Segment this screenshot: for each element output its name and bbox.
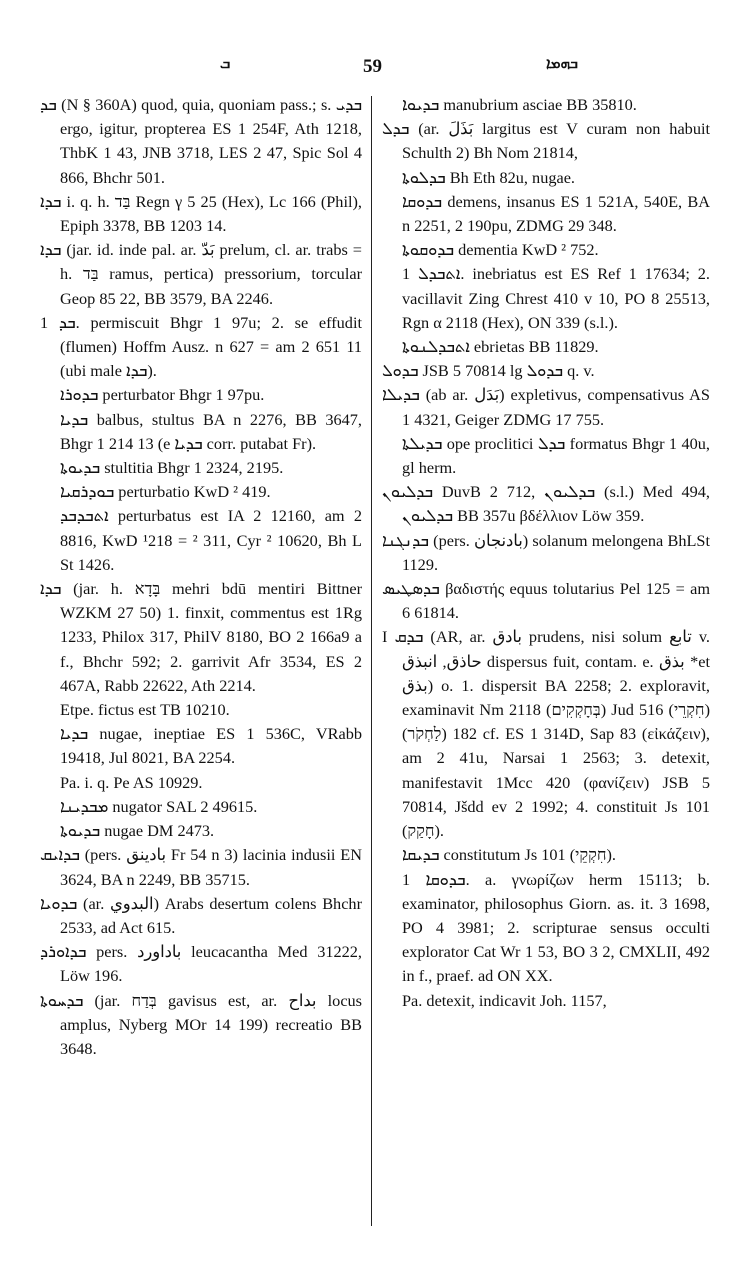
dictionary-entry: ܒܕܐܝܩ (pers. بادينق Fr 54 n 3) lacinia indusii EN 3624, BA n 2249, BB 35715. <box>40 845 362 889</box>
dictionary-entry: ܒܕܝܠܬܐ ope proclitici ܒܕܠ formatus Bhgr 1 40u, gl herm. <box>402 433 710 478</box>
page-number: 59 <box>363 56 382 77</box>
dictionary-entry: ܐܬܒܕܠ 1. inebriatus est ES Ref 1 17634; 2. vacillavit Zing Chrest 410 v 10, PO 8 25513, Rgn α 2118 (Hex), ON 339 (s.l.). <box>402 264 710 332</box>
dictionary-entry: ܡܒܕܝܢܐ nugator SAL 2 49615. <box>60 796 258 816</box>
dictionary-entry: ܒܕܣܛܝܣ βαδιστής equus tolutarius Pel 125 = am 6 61814. <box>382 579 710 623</box>
dictionary-entry: ܒܕܝܘܬܐ nugae DM 2473. <box>60 821 215 841</box>
dictionary-entry: ܒܕܝܠܐ (ab ar. بَدَل) expletivus, compensativus AS 1 4321, Geiger ZDMG 17 755. <box>382 385 710 429</box>
dictionary-entry: ܒܕܘܪܐ perturbator Bhgr 1 97pu. <box>60 385 265 405</box>
header-catchword: ܒܗܡܐ <box>546 54 578 72</box>
dictionary-entry: ܒܕܝܐ nugae, ineptiae ES 1 536C, VRabb 19418, Jul 8021, BA 2254. <box>60 724 362 768</box>
dictionary-entry: ܐܬܒܕܠܢܘܬܐ ebrietas BB 11829. <box>402 337 599 357</box>
dictionary-entry: ܒܕܐ i. q. h. בַּד Regn γ 5 25 (Hex), Lc 166 (Phil), Epiph 3378, BB 1203 14. <box>40 191 362 236</box>
dictionary-entry: ܐܬܒܕܒܕ perturbatus est IA 2 12160, am 2 8816, KwD ¹218 = ² 311, Cyr ² 10620, Bh L St 1426. <box>60 506 362 574</box>
dictionary-entry: Pa. detexit, indicavit Joh. 1157, <box>402 990 607 1010</box>
dictionary-entry: Pa. i. q. Pe AS 10929. <box>60 772 203 792</box>
dictionary-entry: ܒܕܝܩܐ constitutum Js 101 (חִקְקֵי). <box>402 845 616 865</box>
dictionary-entry: ܒܕܘܝܐ (ar. البدوي) Arabs desertum colens Bhchr 2533, ad Act 615. <box>40 893 362 937</box>
dictionary-entry: ܒܕܘܩܐ demens, insanus ES 1 521A, 540E, BA n 2251, 2 190pu, ZDMG 29 348. <box>402 191 710 236</box>
dictionary-entry: ܒܕܝܘܬܐ stultitia Bhgr 1 2324, 2195. <box>60 458 284 478</box>
right-column <box>382 93 710 1013</box>
dictionary-entry: ܒܕܢܓܢܐ (pers. بادنجان) solanum melongena BhLSt 1129. <box>382 530 710 574</box>
dictionary-entry: ܒܕܐܘܪܕ pers. باداورد leucacantha Med 31222, Löw 196. <box>40 942 363 986</box>
left-column <box>40 93 362 1061</box>
dictionary-entry: ܒܕܘܩܐ 1. a. γνωρίζων herm 15113; b. examinator, philosophus Giorn. as. it. 3 1698, PO 4 3981; 2. scripturae sensus occulti explorator Cat Wr 1 53, BO 3 2, CMXLII, 492 in f., praef. ad ON XX. <box>402 869 711 986</box>
column-divider <box>371 96 372 1226</box>
page-header <box>40 54 710 88</box>
dictionary-entry: ܒܕ (N § 360A) quod, quia, quoniam pass.; s. ܒܕܝ ergo, igitur, propterea ES 1 254F, Ath 1218, ThbK 1 43, JNB 3718, LES 2 47, Spic Sol 4 866, Bhchr 501. <box>40 95 362 187</box>
dictionary-entry: ܒܕܐ (jar. id. inde pal. ar. بَدّ prelum, cl. ar. trabs = h. בַּד ramus, pertica) pressorium, torcular Geop 85 22, BB 3579, BA 2246. <box>40 240 362 308</box>
dictionary-entry: Etpe. fictus est TB 10210. <box>60 700 230 720</box>
dictionary-entry: I ܒܕܩ (AR, ar. بادق prudens, nisi solum تابع v. حاذق, انبذق dispersus fuit, contam. e. بذق *et بذق) o. 1. dispersit BA 2258; 2. exploravit, examinavit Nm 2118 (בְּחָקְקִים) Jud 516 (חִקְרֵי) 182 (לַחְקֹר) cf. ES 1 314D, Sap 83 (εἰκάζειν), am 2 41u, Narsai 1 2563; 3. detexit, manifestavit 1Mcc 420 (φανίζειν) JSB 5 70814, Jšdd ev 2 1992; 4. constituit Js 101 (חָקַק). <box>382 627 711 841</box>
dictionary-entry: ܒܕܐ (jar. h. בָּדָא mehri bdū mentiri Bittner WZKM 27 50) 1. finxit, commentus est 1Rg 1233, Philox 317, PhilV 8180, BO 2 166a9 a f., Bhchr 592; 2. garrivit Afr 3534, ES 2 467A, Rabb 22622, Ath 2214. <box>40 579 363 695</box>
dictionary-entry: ܒܘܕܪܩܝܐ perturbatio KwD ² 419. <box>60 482 271 502</box>
dictionary-entry: ܒܕܝܘܐ manubrium asciae BB 35810. <box>402 95 637 114</box>
dictionary-entry: ܒܕܠܝܘܢ DuvB 2 712, ܒܕܠܝܘܢ (s.l.) Med 494, ܒܕܠܝܘܢ BB 357u βδέλλιον Löw 359. <box>382 482 710 526</box>
dictionary-entry: ܒܕܝܐ balbus, stultus BA n 2276, BB 3647, Bhgr 1 214 13 (e ܒܕܝܐ corr. putabat Fr). <box>60 409 362 453</box>
header-letter: ܒ <box>220 54 231 72</box>
dictionary-entry: ܒܕ 1. permiscuit Bhgr 1 97u; 2. se effudit (flumen) Hoffm Ausz. n 627 = am 2 651 11 (ubi male ܒܕܐ). <box>40 312 362 381</box>
dictionary-entry: ܒܕܚܘܬܐ (jar. בְּדַח gavisus est, ar. بداح locus amplus, Nyberg MOr 14 199) recreatio BB 3648. <box>40 990 363 1058</box>
dictionary-entry: ܒܕܘܠ JSB 5 70814 lg ܒܕܘܠ q. v. <box>382 361 595 381</box>
dictionary-entry: ܒܕܠ (ar. بَذَلَ largitus est V curam non habuit Schulth 2) Bh Nom 21814, <box>382 119 711 163</box>
dictionary-entry: ܒܕܘܩܘܬܐ dementia KwD ² 752. <box>402 240 599 260</box>
dictionary-entry: ܒܕܠܘܬܐ Bh Eth 82u, nugae. <box>402 167 575 187</box>
